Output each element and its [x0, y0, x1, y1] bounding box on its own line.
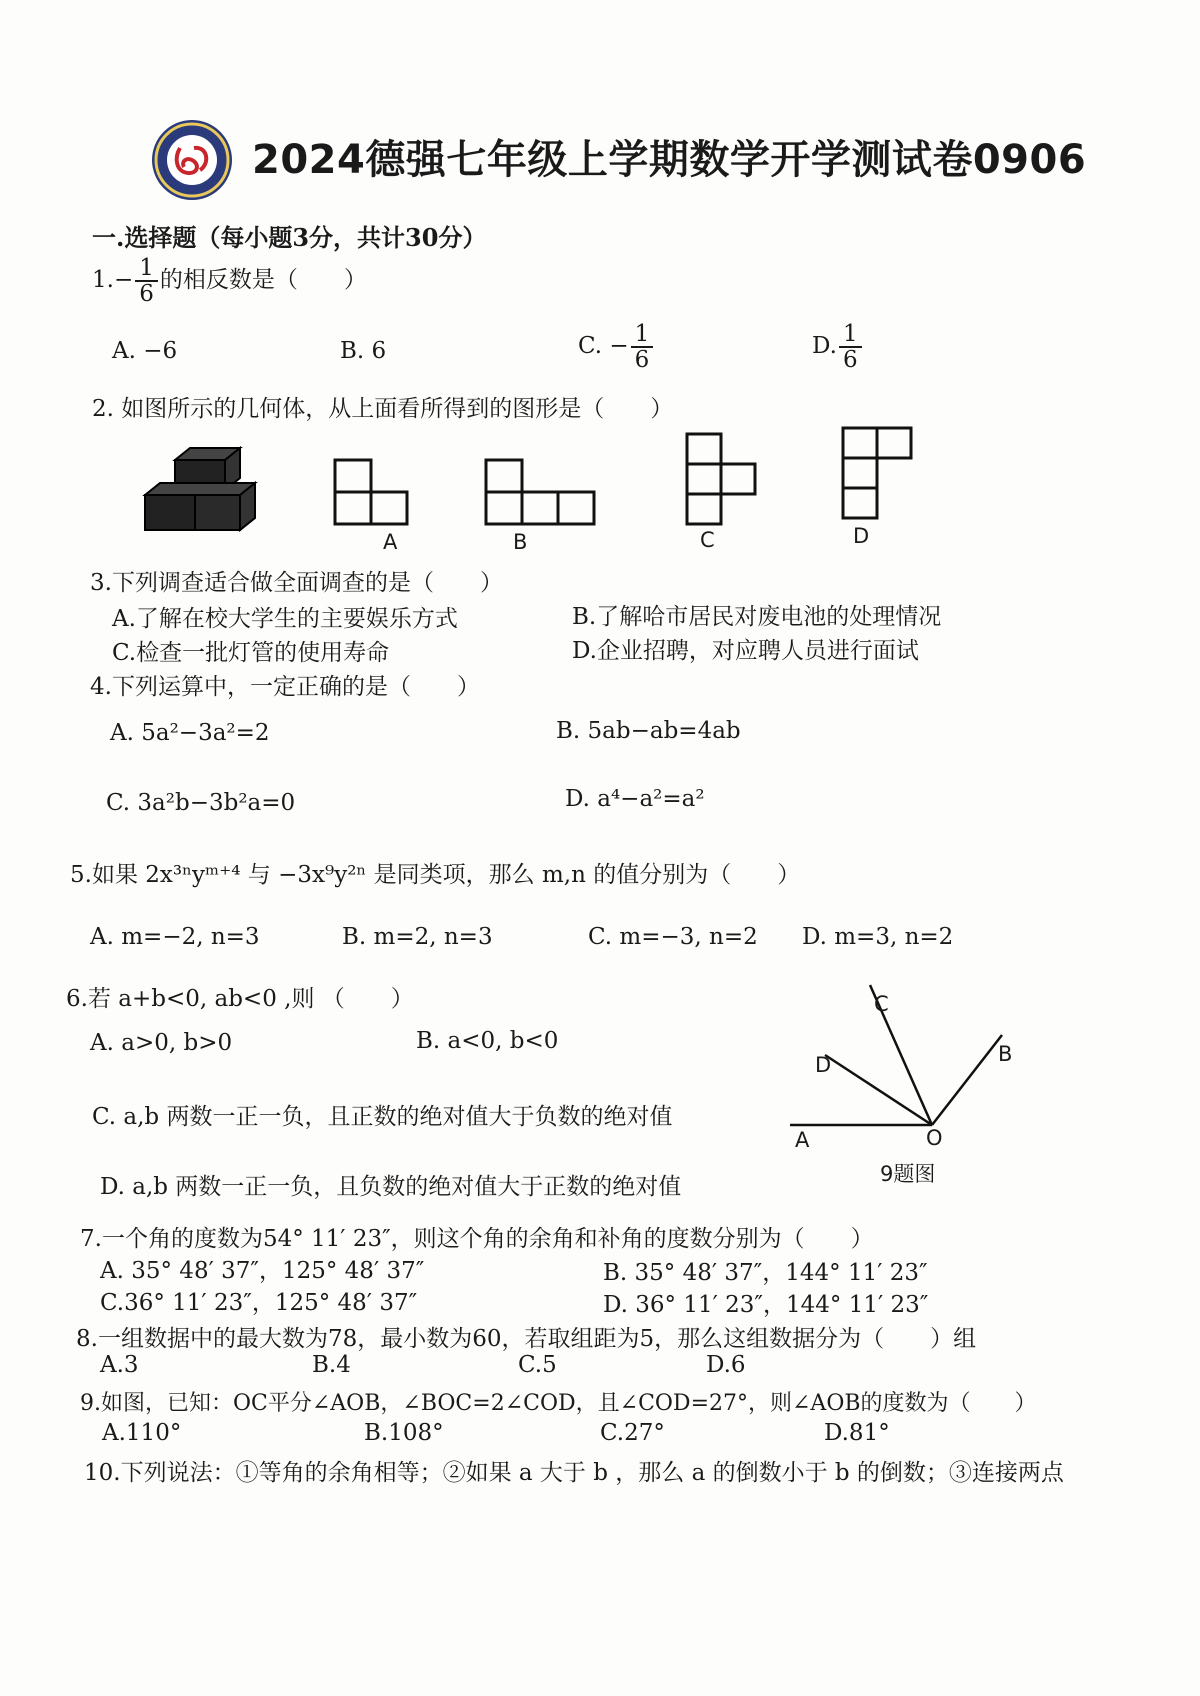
- q6-option-c: C. a,b 两数一正一负，且正数的绝对值大于负数的绝对值: [92, 1104, 673, 1130]
- fig9-caption: 9题图: [880, 1162, 936, 1186]
- question-2-stem: 2. 如图所示的几何体，从上面看所得到的图形是（ ）: [92, 396, 674, 422]
- q4-option-c: C. 3a²b−3b²a=0: [106, 790, 296, 816]
- question-9-stem: 9.如图，已知：OC平分∠AOB，∠BOC=2∠COD，且∠COD=27°，则∠AOB的度数为（ ）: [80, 1391, 1037, 1416]
- fig9-label-b: B: [998, 1042, 1013, 1066]
- q4-option-b: B. 5ab−ab=4ab: [556, 718, 741, 744]
- fig9-label-a: A: [795, 1128, 810, 1152]
- q5-option-d: D. m=3, n=2: [802, 924, 954, 950]
- option-a-figure: [335, 460, 407, 524]
- q2-label-a: A: [383, 530, 398, 554]
- q7-option-d: D. 36° 11′ 23″，144° 11′ 23″: [603, 1292, 929, 1318]
- q5-option-c: C. m=−3, n=2: [588, 924, 758, 950]
- fig9-label-c: C: [874, 992, 889, 1016]
- q5-option-b: B. m=2, n=3: [342, 924, 493, 950]
- q1-option-d: D. $\frac{1}{6}$: [812, 322, 864, 372]
- q6-option-b: B. a<0, b<0: [416, 1028, 559, 1054]
- q3-option-a: A.了解在校大学生的主要娱乐方式: [112, 606, 458, 632]
- angle-figure-q9: [780, 980, 1040, 1180]
- q1-option-c: C. − $\frac{1}{6}$: [578, 322, 655, 372]
- q7-option-a: A. 35° 48′ 37″，125° 48′ 37″: [100, 1258, 425, 1284]
- q1-option-a: A. −6: [112, 338, 178, 364]
- q6-option-d: D. a,b 两数一正一负，且负数的绝对值大于正数的绝对值: [100, 1174, 682, 1200]
- question-7-stem: 7.一个角的度数为54° 11′ 23″，则这个角的余角和补角的度数分别为（ ）: [80, 1226, 874, 1252]
- page-title: 2024德强七年级上学期数学开学测试卷0906: [252, 137, 1087, 183]
- q8-option-b: B.4: [312, 1352, 351, 1378]
- q2-label-d: D: [853, 524, 870, 548]
- q7-option-c: C.36° 11′ 23″，125° 48′ 37″: [100, 1290, 418, 1316]
- question-6-stem: 6.若 a+b<0, ab<0 ,则 （ ）: [66, 986, 414, 1012]
- solid-cubes-figure: [145, 448, 255, 530]
- question-10-stem: 10.下列说法：①等角的余角相等；②如果 a 大于 b ，那么 a 的倒数小于 b 的倒数；③连接两点: [84, 1460, 1064, 1486]
- q8-option-d: D.6: [706, 1352, 746, 1378]
- q2-figures: [130, 420, 950, 560]
- q8-option-a: A.3: [100, 1352, 139, 1378]
- fig9-label-d: D: [815, 1053, 832, 1077]
- section-heading: 一.选择题（每小题3分，共计30分）: [92, 223, 487, 252]
- question-5-stem: 5.如果 2x³ⁿyᵐ⁺⁴ 与 −3x⁹y²ⁿ 是同类项，那么 m,n 的值分别为（ ）: [70, 862, 801, 888]
- q9-option-b: B.108°: [364, 1420, 444, 1446]
- question-4-stem: 4.下列运算中，一定正确的是（ ）: [90, 674, 480, 700]
- option-c-figure: [687, 434, 755, 524]
- q8-option-c: C.5: [518, 1352, 557, 1378]
- q2-label-b: B: [513, 530, 528, 554]
- q9-option-d: D.81°: [824, 1420, 890, 1446]
- question-1: 1.− $\frac{1}{6}$ 的相反数是（ ）: [92, 255, 367, 308]
- q4-option-a: A. 5a²−3a²=2: [110, 720, 270, 746]
- q9-option-c: C.27°: [600, 1420, 665, 1446]
- fig9-label-o: O: [926, 1126, 943, 1150]
- q1-option-b: B. 6: [340, 338, 387, 364]
- q2-label-c: C: [700, 528, 715, 552]
- option-b-figure: [486, 460, 594, 524]
- q9-option-a: A.110°: [102, 1420, 182, 1446]
- option-d-figure: [843, 428, 911, 518]
- q3-option-b: B.了解哈市居民对废电池的处理情况: [572, 604, 942, 630]
- q7-option-b: B. 35° 48′ 37″，144° 11′ 23″: [603, 1260, 928, 1286]
- question-8-stem: 8.一组数据中的最大数为78，最小数为60，若取组距为5，那么这组数据分为（ ）组: [76, 1326, 977, 1352]
- q4-option-d: D. a⁴−a²=a²: [565, 786, 705, 812]
- q3-option-d: D.企业招聘，对应聘人员进行面试: [572, 638, 919, 664]
- question-3-stem: 3.下列调查适合做全面调查的是（ ）: [90, 570, 503, 596]
- q5-option-a: A. m=−2, n=3: [90, 924, 260, 950]
- q3-option-c: C.检查一批灯管的使用寿命: [112, 640, 390, 666]
- q6-option-a: A. a>0, b>0: [90, 1030, 233, 1056]
- school-logo: [150, 118, 234, 202]
